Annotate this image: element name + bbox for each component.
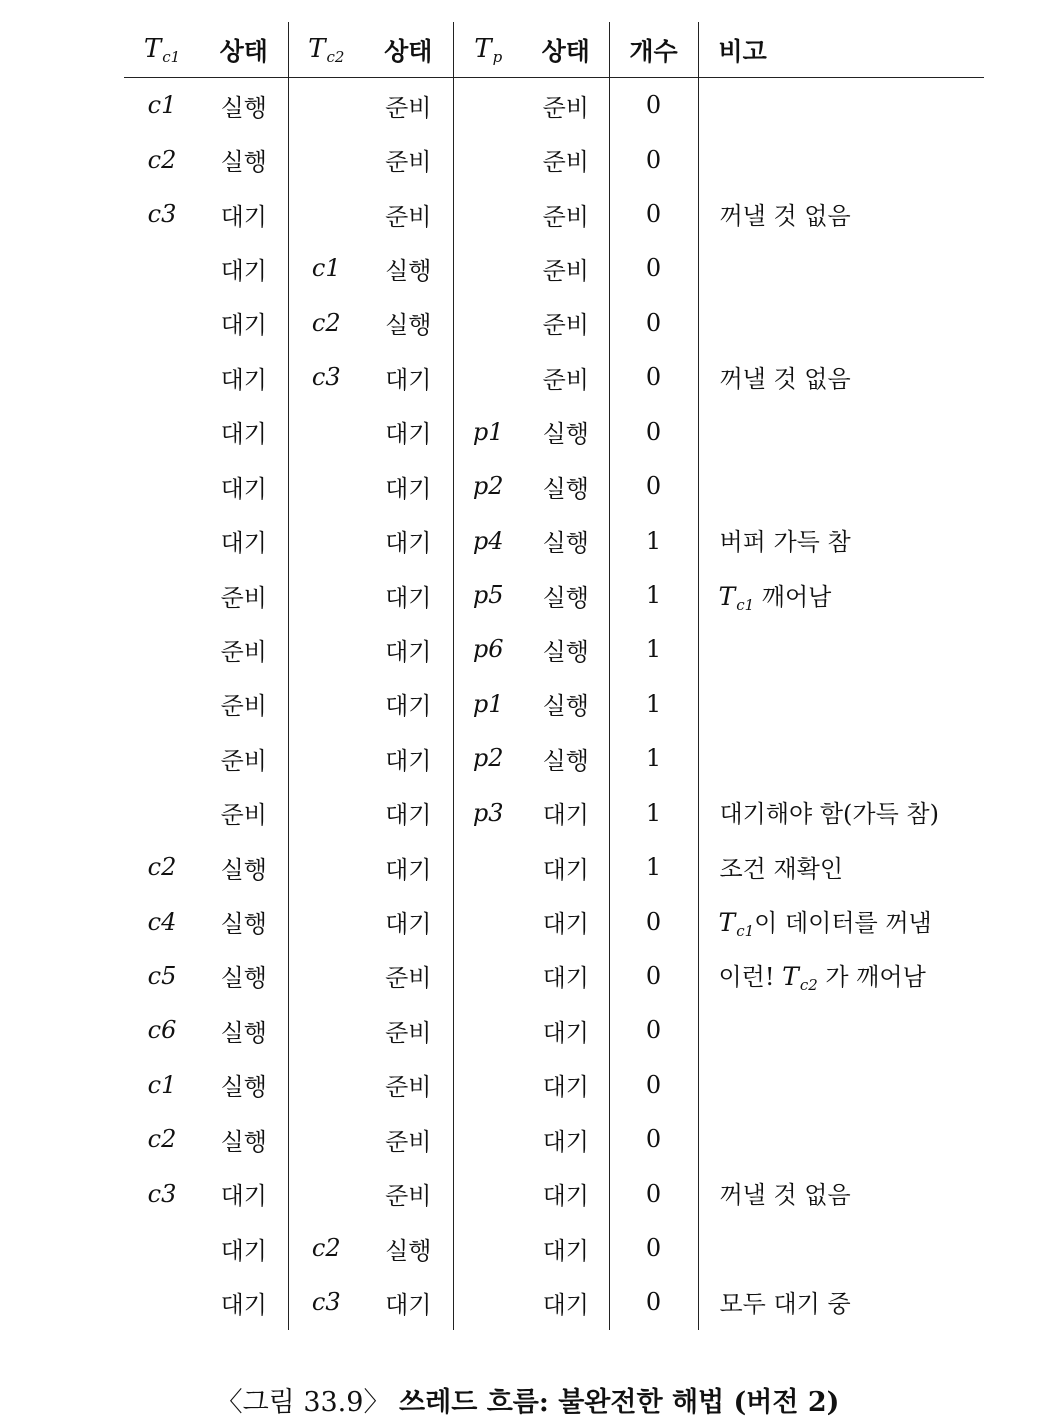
- table-row: [124, 78, 984, 133]
- cell-tp-state: 준비: [523, 350, 609, 404]
- cell-tc1-state: 준비: [200, 622, 288, 676]
- cell-note: [698, 78, 984, 133]
- note-text: 깨어남: [754, 582, 832, 611]
- cell-tp: [453, 296, 523, 350]
- header-tc1-state: 상태: [200, 22, 288, 78]
- table-row: [124, 840, 984, 894]
- cell-note: [698, 1058, 984, 1112]
- cell-tc1-state: 대기: [200, 1166, 288, 1220]
- cell-tc1-state: 대기: [200, 241, 288, 295]
- table-row: [124, 731, 984, 785]
- cell-count: 1: [609, 513, 698, 567]
- cell-tp: [453, 1275, 523, 1329]
- cell-tp: p4: [472, 526, 504, 555]
- cell-note: [698, 350, 984, 404]
- cell-tc1: [124, 785, 200, 839]
- cell-tc1: [124, 622, 200, 676]
- cell-tp: p1: [472, 689, 504, 718]
- cell-note: [698, 1221, 984, 1275]
- cell-note: [698, 677, 984, 731]
- cell-count: 0: [609, 78, 698, 133]
- cell-count: 0: [609, 1058, 698, 1112]
- cell-tc2-state: 준비: [364, 187, 453, 241]
- cell-tp-state: 대기: [523, 1003, 609, 1057]
- note-text: 대기해야 함(가득 참): [719, 800, 939, 829]
- cell-count: 0: [609, 350, 698, 404]
- cell-tp: [453, 894, 523, 948]
- table-row: [124, 1221, 984, 1275]
- cell-tp: p3: [472, 798, 504, 827]
- cell-tc2-state: 실행: [364, 1221, 453, 1275]
- cell-tp: p6: [472, 635, 504, 664]
- cell-tc1: [124, 1221, 200, 1275]
- cell-tc1: [124, 677, 200, 731]
- cell-tc2-state: 준비: [364, 1003, 453, 1057]
- cell-tc1-state: 대기: [200, 513, 288, 567]
- cell-tc1: c1: [147, 91, 177, 120]
- cell-tp: [453, 1003, 523, 1057]
- cell-tc2-state: 대기: [364, 731, 453, 785]
- cell-tc1-state: 대기: [200, 1221, 288, 1275]
- note-var: T: [782, 962, 799, 992]
- cell-tc2-state: 준비: [364, 1112, 453, 1166]
- cell-tc2: [288, 1112, 364, 1166]
- table-row: [124, 1166, 984, 1220]
- table-row: [124, 459, 984, 513]
- cell-note: [698, 1166, 984, 1220]
- cell-count: 0: [609, 1221, 698, 1275]
- note-text: 이 데이터를 꺼냄: [754, 909, 932, 938]
- cell-tc2: c3: [311, 1288, 341, 1317]
- cell-tc2: [288, 731, 364, 785]
- cell-tc1: [124, 350, 200, 404]
- table-row: [124, 622, 984, 676]
- cell-tc2-state: 준비: [364, 949, 453, 1003]
- cell-tp-state: 대기: [523, 949, 609, 1003]
- cell-tc2: [288, 1166, 364, 1220]
- cell-tp: p2: [472, 744, 504, 773]
- note-text: 모두 대기 중: [719, 1289, 851, 1318]
- caption-title: 쓰레드 흐름: 불완전한 해법 (버전 2): [399, 1387, 840, 1418]
- cell-tc2: [288, 677, 364, 731]
- cell-tc2: [288, 405, 364, 459]
- cell-tc1: c4: [147, 907, 177, 936]
- cell-note: [698, 840, 984, 894]
- cell-tc1-state: 실행: [200, 78, 288, 133]
- header-count: 개수: [609, 22, 698, 78]
- cell-tc1-state: 실행: [200, 1003, 288, 1057]
- header-tc2: $T_{c2}$: [288, 22, 364, 78]
- cell-tc1: c3: [147, 1179, 177, 1208]
- cell-count: 0: [609, 1166, 698, 1220]
- cell-tc2-state: 대기: [364, 622, 453, 676]
- note-text: 가 깨어남: [817, 963, 926, 992]
- cell-tc1-state: 준비: [200, 677, 288, 731]
- cell-tc1: c5: [147, 961, 177, 990]
- cell-tp-state: 준비: [523, 132, 609, 186]
- cell-tp: [453, 1166, 523, 1220]
- cell-count: 0: [609, 894, 698, 948]
- cell-count: 1: [609, 840, 698, 894]
- cell-note: [698, 785, 984, 839]
- cell-tc2-state: 실행: [364, 241, 453, 295]
- cell-tc2: [288, 459, 364, 513]
- cell-count: 1: [609, 677, 698, 731]
- cell-tc1: c1: [147, 1070, 177, 1099]
- cell-tc2-state: 대기: [364, 677, 453, 731]
- cell-note: [698, 622, 984, 676]
- cell-tc1: [124, 1275, 200, 1329]
- thread-trace-table: [124, 22, 984, 1330]
- table-row: [124, 241, 984, 295]
- cell-tp: [453, 241, 523, 295]
- cell-tc2: [288, 894, 364, 948]
- cell-note: [698, 296, 984, 350]
- cell-count: 1: [609, 568, 698, 622]
- figure-caption: [0, 1380, 1055, 1419]
- cell-tp: p2: [472, 472, 504, 501]
- note-var: T: [718, 908, 736, 938]
- cell-count: 0: [609, 132, 698, 186]
- cell-tc1-state: 실행: [200, 894, 288, 948]
- cell-note: [698, 132, 984, 186]
- cell-tc1: [124, 296, 200, 350]
- cell-tp-state: 대기: [523, 1166, 609, 1220]
- header-row: [124, 22, 984, 78]
- table-row: [124, 296, 984, 350]
- cell-tc2: c2: [311, 1234, 341, 1263]
- note-text: 꺼낼 것 없음: [719, 201, 851, 230]
- cell-tc1: [124, 568, 200, 622]
- cell-tp: [453, 132, 523, 186]
- cell-tc2-state: 대기: [364, 405, 453, 459]
- cell-tp: [453, 78, 523, 133]
- cell-count: 0: [609, 187, 698, 241]
- cell-note: [698, 405, 984, 459]
- cell-tp: [453, 350, 523, 404]
- note-text: 꺼낼 것 없음: [719, 364, 851, 393]
- cell-tc2: c1: [311, 254, 341, 283]
- cell-tc2: [288, 568, 364, 622]
- cell-tc1-state: 실행: [200, 949, 288, 1003]
- cell-tc1-state: 실행: [200, 132, 288, 186]
- cell-tc2: [288, 840, 364, 894]
- cell-note: [698, 459, 984, 513]
- cell-tc2: [288, 513, 364, 567]
- table-row: [124, 350, 984, 404]
- table-row: [124, 132, 984, 186]
- table-row: [124, 894, 984, 948]
- cell-tc1: [124, 513, 200, 567]
- cell-count: 1: [609, 731, 698, 785]
- cell-note: [698, 568, 984, 622]
- caption-label: 〈그림 33.9〉: [215, 1387, 391, 1418]
- cell-tc1: c2: [147, 145, 177, 174]
- cell-tc2-state: 대기: [364, 1275, 453, 1329]
- table-row: [124, 1058, 984, 1112]
- cell-tc2: [288, 187, 364, 241]
- cell-tp-state: 준비: [523, 241, 609, 295]
- cell-tc1-state: 실행: [200, 1058, 288, 1112]
- cell-tp: p5: [472, 581, 504, 609]
- cell-tp-state: 대기: [523, 840, 609, 894]
- cell-count: 0: [609, 405, 698, 459]
- cell-tp-state: 준비: [523, 78, 609, 133]
- cell-tp-state: 실행: [523, 513, 609, 567]
- table-row: [124, 1112, 984, 1166]
- cell-tc2: [288, 1003, 364, 1057]
- cell-note: [698, 894, 984, 948]
- table-row: [124, 187, 984, 241]
- cell-tp-state: 실행: [523, 568, 609, 622]
- cell-tp: [453, 187, 523, 241]
- note-text: 조건 재확인: [719, 854, 844, 883]
- cell-count: 0: [609, 459, 698, 513]
- header-tc2-state: 상태: [364, 22, 453, 78]
- cell-tc2: [288, 78, 364, 133]
- cell-tc2-state: 대기: [364, 894, 453, 948]
- cell-tc1: c2: [147, 1125, 177, 1154]
- cell-tc2: c2: [311, 308, 341, 337]
- cell-note: [698, 1003, 984, 1057]
- note-text: 버퍼 가득 참: [719, 528, 851, 557]
- cell-tc2-state: 실행: [364, 296, 453, 350]
- note-var: T: [718, 581, 736, 611]
- cell-tp-state: 실행: [523, 405, 609, 459]
- cell-note: [698, 513, 984, 567]
- header-tp-state: 상태: [523, 22, 609, 78]
- cell-tc2-state: 대기: [364, 568, 453, 622]
- cell-tp-state: 대기: [523, 1221, 609, 1275]
- table-row: [124, 1275, 984, 1329]
- cell-tp-state: 대기: [523, 1112, 609, 1166]
- table-row: [124, 677, 984, 731]
- cell-tc1: c2: [147, 853, 177, 882]
- table-row: [124, 568, 984, 622]
- cell-tc2: [288, 949, 364, 1003]
- cell-tc2: c3: [311, 363, 341, 392]
- cell-count: 0: [609, 1003, 698, 1057]
- table-body: [124, 78, 984, 1330]
- table-row: [124, 1003, 984, 1057]
- cell-tc2-state: 대기: [364, 840, 453, 894]
- cell-note: [698, 241, 984, 295]
- cell-tc2-state: 대기: [364, 785, 453, 839]
- cell-tc2-state: 대기: [364, 459, 453, 513]
- cell-tp-state: 실행: [523, 677, 609, 731]
- cell-note: [698, 1275, 984, 1329]
- cell-tp: [453, 1221, 523, 1275]
- cell-tc1-state: 대기: [200, 405, 288, 459]
- cell-tp-state: 대기: [523, 785, 609, 839]
- cell-tc1-state: 준비: [200, 785, 288, 839]
- cell-tc1-state: 대기: [200, 459, 288, 513]
- cell-tp-state: 대기: [523, 1275, 609, 1329]
- note-var-sub: c2: [799, 976, 818, 995]
- cell-note: [698, 731, 984, 785]
- cell-tp: [453, 1112, 523, 1166]
- cell-tc2-state: 대기: [364, 350, 453, 404]
- table-row: [124, 949, 984, 1003]
- note-var-sub: c1: [736, 595, 755, 614]
- cell-count: 0: [609, 241, 698, 295]
- cell-tc2-state: 준비: [364, 132, 453, 186]
- cell-count: 0: [609, 949, 698, 1003]
- cell-tc1: [124, 241, 200, 295]
- cell-tp: [453, 949, 523, 1003]
- cell-tp-state: 실행: [523, 622, 609, 676]
- cell-note: [698, 1112, 984, 1166]
- cell-tc1: [124, 405, 200, 459]
- cell-tc2: [288, 132, 364, 186]
- cell-tc2-state: 대기: [364, 513, 453, 567]
- cell-tc1-state: 대기: [200, 1275, 288, 1329]
- cell-count: 1: [609, 785, 698, 839]
- cell-note: [698, 187, 984, 241]
- note-var-sub: c1: [736, 922, 755, 941]
- cell-tc2-state: 준비: [364, 78, 453, 133]
- cell-tc1: [124, 459, 200, 513]
- cell-tp-state: 실행: [523, 731, 609, 785]
- header-tp: $T_p$: [453, 22, 523, 78]
- header-note: 비고: [698, 22, 984, 78]
- cell-tp-state: 준비: [523, 296, 609, 350]
- cell-tc2-state: 준비: [364, 1166, 453, 1220]
- cell-tc1: c3: [147, 200, 177, 229]
- cell-count: 0: [609, 296, 698, 350]
- table-row: [124, 405, 984, 459]
- note-prefix: 이런!: [718, 963, 783, 992]
- cell-tc1: [124, 731, 200, 785]
- cell-tp-state: 대기: [523, 1058, 609, 1112]
- cell-tc1-state: 실행: [200, 840, 288, 894]
- table-row: [124, 785, 984, 839]
- cell-count: 0: [609, 1275, 698, 1329]
- cell-tp-state: 대기: [523, 894, 609, 948]
- cell-tc1: c6: [147, 1016, 177, 1045]
- cell-count: 1: [609, 622, 698, 676]
- cell-tc2: [288, 785, 364, 839]
- cell-tc1-state: 대기: [200, 350, 288, 404]
- cell-tc2: [288, 622, 364, 676]
- cell-tc1-state: 준비: [200, 568, 288, 622]
- table-row: [124, 513, 984, 567]
- cell-count: 0: [609, 1112, 698, 1166]
- cell-tp: [453, 1058, 523, 1112]
- cell-tc1-state: 대기: [200, 187, 288, 241]
- cell-tc2-state: 준비: [364, 1058, 453, 1112]
- cell-note: [698, 949, 984, 1003]
- cell-tc1-state: 실행: [200, 1112, 288, 1166]
- note-text: 꺼낼 것 없음: [719, 1181, 851, 1210]
- cell-tc1-state: 대기: [200, 296, 288, 350]
- header-tc1: $T_{c1}$: [124, 22, 200, 78]
- cell-tc2: [288, 1058, 364, 1112]
- cell-tp-state: 준비: [523, 187, 609, 241]
- cell-tc1-state: 준비: [200, 731, 288, 785]
- cell-tp: [453, 840, 523, 894]
- cell-tp: p1: [472, 417, 504, 446]
- cell-tp-state: 실행: [523, 459, 609, 513]
